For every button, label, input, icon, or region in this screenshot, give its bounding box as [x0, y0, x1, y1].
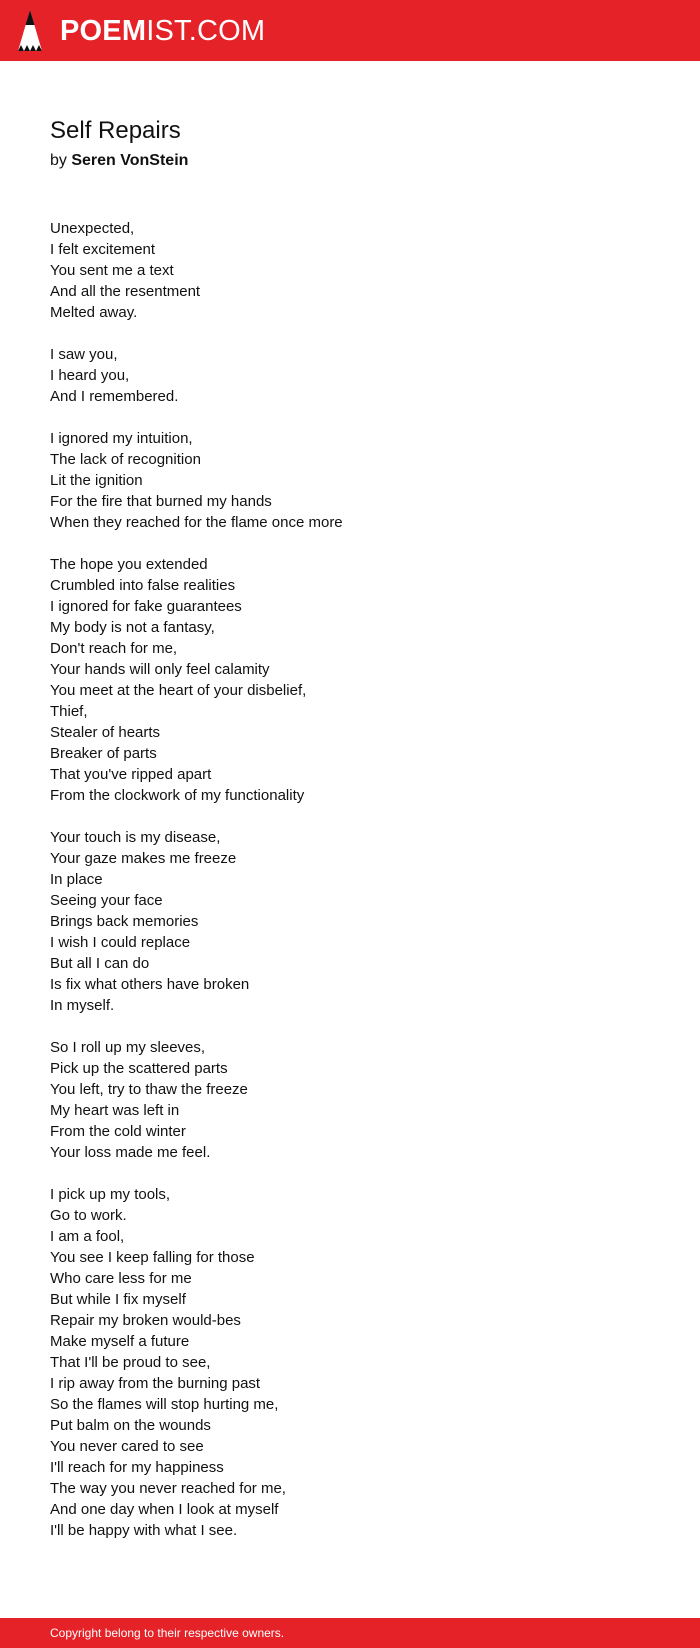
poem-line: I am a fool,: [50, 1228, 125, 1245]
poem-line: Thief,: [50, 703, 88, 720]
poem-line: Go to work.: [50, 1207, 127, 1224]
poem-line: Stealer of hearts: [50, 724, 161, 741]
poem-line: That I'll be proud to see,: [50, 1354, 211, 1371]
stanza: [50, 428, 650, 533]
poem-line: And all the resentment: [50, 283, 201, 300]
poem-line: In myself.: [50, 997, 115, 1014]
copyright-notice: Copyright belong to their respective owners.: [50, 1626, 285, 1640]
stanza: [50, 827, 650, 1016]
pencil-tip-icon: [16, 9, 44, 53]
poem-line: I rip away from the burning past: [50, 1375, 261, 1392]
poem-line: Is fix what others have broken: [50, 976, 250, 993]
poem-line: I felt excitement: [50, 241, 156, 258]
poem-line: I'll reach for my happiness: [50, 1459, 224, 1476]
poem-line: The hope you extended: [50, 556, 208, 573]
poem-line: My heart was left in: [50, 1102, 180, 1119]
poem-line: My body is not a fantasy,: [50, 619, 215, 636]
site-name-light: IST.COM: [146, 14, 266, 47]
author-name: Seren VonStein: [71, 152, 189, 169]
poem-line: In place: [50, 871, 103, 888]
poem-line: I wish I could replace: [50, 934, 191, 951]
poem-line: You sent me a text: [50, 262, 174, 279]
poem-line: For the fire that burned my hands: [50, 493, 272, 510]
poem-line: Put balm on the wounds: [50, 1417, 211, 1434]
poem-line: Your hands will only feel calamity: [50, 661, 270, 678]
poem-line: You see I keep falling for those: [50, 1249, 255, 1266]
poem-line: The way you never reached for me,: [50, 1480, 286, 1497]
poem-line: Unexpected,: [50, 220, 135, 237]
stanza: [50, 554, 650, 806]
poem-line: I heard you,: [50, 367, 130, 384]
poem-line: Seeing your face: [50, 892, 163, 909]
poem-line: You left, try to thaw the freeze: [50, 1081, 248, 1098]
poem-line: Don't reach for me,: [50, 640, 178, 657]
poem-line: When they reached for the flame once more: [50, 514, 343, 531]
poem-line: That you've ripped apart: [50, 766, 212, 783]
poem-line: Brings back memories: [50, 913, 199, 930]
poem-line: I ignored my intuition,: [50, 430, 193, 447]
poem-line: Your touch is my disease,: [50, 829, 221, 846]
poem-body: [50, 218, 650, 1541]
poem-line: And one day when I look at myself: [50, 1501, 279, 1518]
stanza: [50, 344, 650, 407]
poem-line: Repair my broken would-bes: [50, 1312, 241, 1329]
footer-bar: [0, 1618, 700, 1648]
stanza: [50, 218, 650, 323]
by-label: by: [50, 152, 67, 169]
poem-line: Your gaze makes me freeze: [50, 850, 237, 867]
poem-line: I saw you,: [50, 346, 118, 363]
poem-line: Your loss made me feel.: [50, 1144, 211, 1161]
poem-line: Lit the ignition: [50, 472, 143, 489]
byline: [50, 150, 650, 172]
poem-line: Melted away.: [50, 304, 138, 321]
poem-line: But all I can do: [50, 955, 150, 972]
poem-line: I ignored for fake guarantees: [50, 598, 242, 615]
poem-line: So I roll up my sleeves,: [50, 1039, 206, 1056]
site-name: [60, 14, 266, 47]
poem-line: You never cared to see: [50, 1438, 204, 1455]
site-logo-link[interactable]: [16, 8, 265, 54]
poem-line: I pick up my tools,: [50, 1186, 171, 1203]
poem-line: So the flames will stop hurting me,: [50, 1396, 279, 1413]
poem-line: Who care less for me: [50, 1270, 192, 1287]
top-bar: [0, 0, 700, 61]
poem-line: You meet at the heart of your disbelief,: [50, 682, 307, 699]
poem-line: And I remembered.: [50, 388, 179, 405]
poem-line: But while I fix myself: [50, 1291, 186, 1308]
poem-line: Make myself a future: [50, 1333, 190, 1350]
poem-content: [50, 112, 650, 1562]
poem-line: The lack of recognition: [50, 451, 201, 468]
stanza: [50, 1037, 650, 1163]
poem-line: Pick up the scattered parts: [50, 1060, 228, 1077]
poem-line: Breaker of parts: [50, 745, 157, 762]
stanza: [50, 1184, 650, 1541]
site-name-strong: POEM: [60, 14, 147, 47]
poem-line: From the clockwork of my functionality: [50, 787, 305, 804]
poem-title: Self Repairs: [50, 117, 181, 144]
poem-line: I'll be happy with what I see.: [50, 1522, 238, 1539]
poem-line: From the cold winter: [50, 1123, 186, 1140]
poem-line: Crumbled into false realities: [50, 577, 236, 594]
